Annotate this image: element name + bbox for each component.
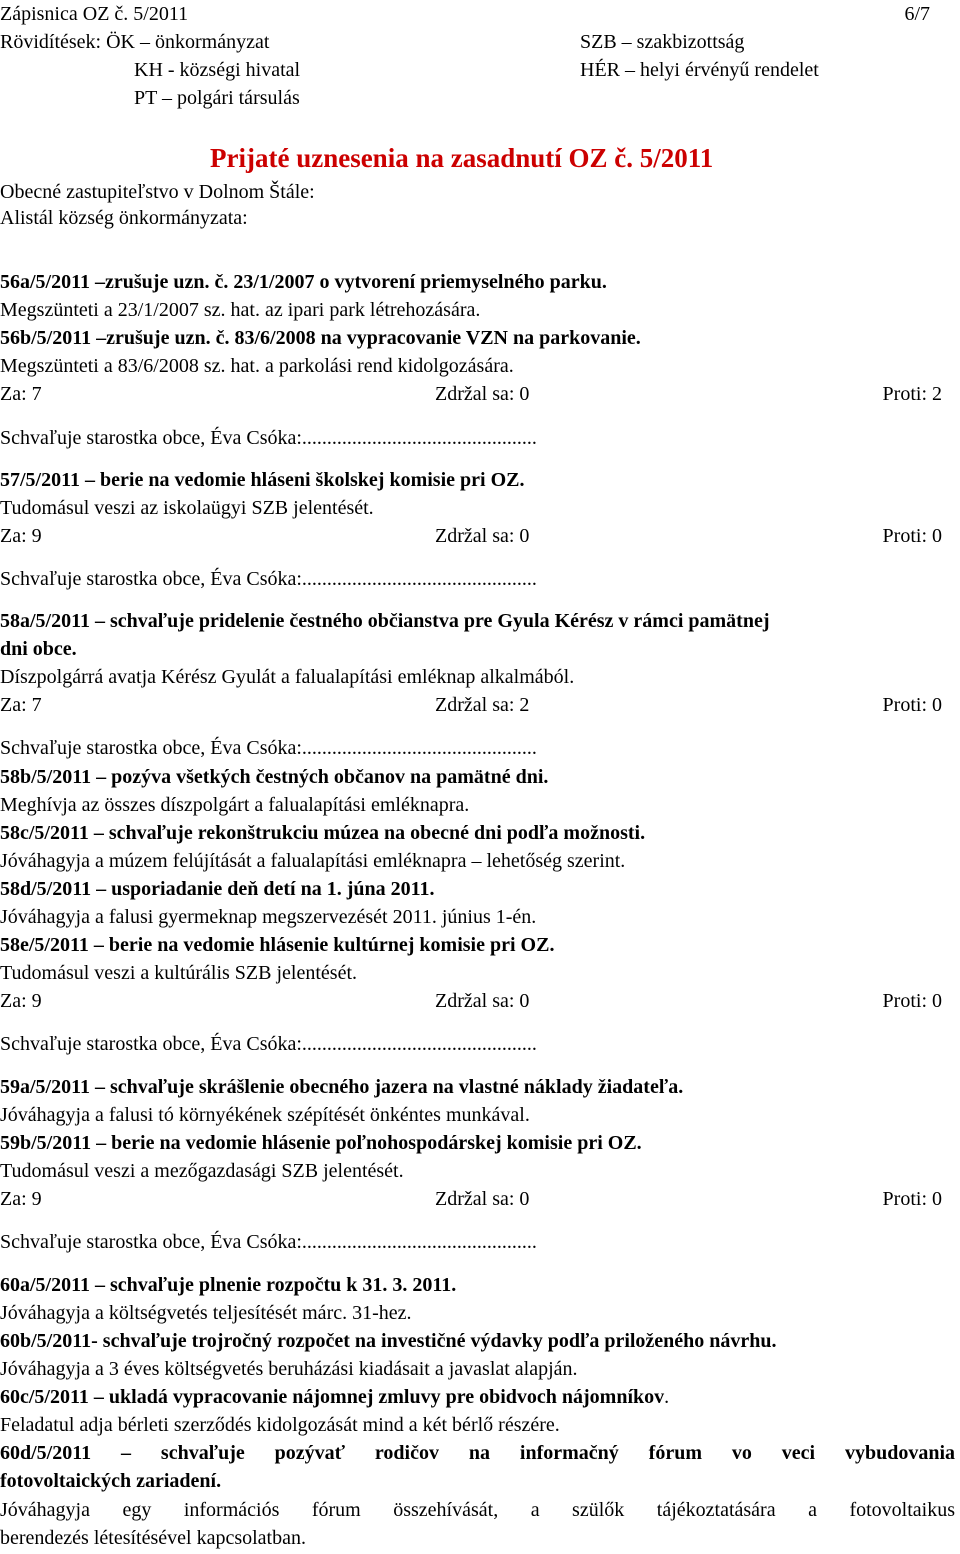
resolution-sk: 58b/5/2011 – pozýva všetkých čestných občanov na pamätné dni. <box>0 766 549 788</box>
vote-against: Proti: 2 <box>882 383 942 405</box>
resolution-sk-period: . <box>664 1386 670 1408</box>
mayor-approval: Schvaľuje starostka obce, Éva Csóka:............................................... <box>0 737 537 759</box>
vote-against: Proti: 0 <box>882 694 942 716</box>
mayor-approval: Schvaľuje starostka obce, Éva Csóka:............................................... <box>0 427 537 449</box>
resolution-sk: 58c/5/2011 – schvaľuje rekonštrukciu múzea na obecné dni podľa možnosti. <box>0 822 646 844</box>
vote-abstain: Zdržal sa: 2 <box>435 694 530 716</box>
resolution-sk: 58a/5/2011 – schvaľuje pridelenie čestného občianstva pre Gyula Kérész v rámci pamätnej <box>0 610 770 632</box>
resolution-hu: Feladatul adja bérleti szerződés kidolgozását mind a két bérlő részére. <box>0 1414 560 1436</box>
resolution-hu: Jóváhagyja a 3 éves költségvetés beruházási kiadásait a javaslat alapján. <box>0 1358 578 1380</box>
document-title: Zápisnica OZ č. 5/2011 <box>0 3 189 25</box>
abbreviation-line: HÉR – helyi érvényű rendelet <box>580 59 819 81</box>
vote-for: Za: 9 <box>0 1188 42 1210</box>
vote-for: Za: 9 <box>0 990 42 1012</box>
resolution-hu: Jóváhagyja a falusi tó környékének szépítését önkéntes munkával. <box>0 1104 530 1126</box>
resolution-sk: 56a/5/2011 –zrušuje uzn. č. 23/1/2007 o vytvorení priemyselného parku. <box>0 271 607 293</box>
vote-against: Proti: 0 <box>882 525 942 547</box>
resolution-hu: Jóváhagyja a költségvetés teljesítését márc. 31-hez. <box>0 1302 412 1324</box>
resolution-hu: Díszpolgárrá avatja Kérész Gyulát a falualapítási emléknap alkalmából. <box>0 666 575 688</box>
resolution-sk-cont: fotovoltaických zariadení. <box>0 1470 222 1492</box>
vote-abstain: Zdržal sa: 0 <box>435 383 530 405</box>
resolution-sk: 60c/5/2011 – ukladá vypracovanie nájomnej zmluvy pre obidvoch nájomníkov <box>0 1386 665 1408</box>
mayor-approval: Schvaľuje starostka obce, Éva Csóka:............................................... <box>0 568 537 590</box>
vote-abstain: Zdržal sa: 0 <box>435 990 530 1012</box>
vote-abstain: Zdržal sa: 0 <box>435 525 530 547</box>
resolution-sk-line <box>0 1385 669 1409</box>
resolution-sk: 58e/5/2011 – berie na vedomie hlásenie kultúrnej komisie pri OZ. <box>0 934 555 956</box>
vote-for: Za: 7 <box>0 694 42 716</box>
resolution-sk: 56b/5/2011 –zrušuje uzn. č. 83/6/2008 na vypracovanie VZN na parkovanie. <box>0 327 641 349</box>
resolution-sk: 60d/5/2011 – schvaľuje pozývať rodičov na informačný fórum vo veci vybudovania <box>0 1442 955 1464</box>
resolution-hu: Tudomásul veszi a kultúrális SZB jelentését. <box>0 962 358 984</box>
abbreviation-line: Rövidítések: ÖK – önkormányzat <box>0 31 270 53</box>
intro-line: Alistál község önkormányzata: <box>0 207 248 229</box>
abbreviation-line: SZB – szakbizottság <box>580 31 745 53</box>
resolution-hu: Tudomásul veszi a mezőgazdasági SZB jelentését. <box>0 1160 404 1182</box>
resolution-sk: 60a/5/2011 – schvaľuje plnenie rozpočtu k 31. 3. 2011. <box>0 1274 457 1296</box>
vote-for: Za: 9 <box>0 525 42 547</box>
resolution-hu: Megszünteti a 23/1/2007 sz. hat. az ipari park létrehozására. <box>0 299 481 321</box>
resolution-sk: 59a/5/2011 – schvaľuje skrášlenie obecného jazera na vlastné náklady žiadateľa. <box>0 1076 684 1098</box>
resolution-hu: Jóváhagyja a falusi gyermeknap megszervezését 2011. június 1-én. <box>0 906 537 928</box>
resolution-hu: Tudomásul veszi az iskolaügyi SZB jelentését. <box>0 497 374 519</box>
resolution-sk: 59b/5/2011 – berie na vedomie hlásenie poľnohospodárskej komisie pri OZ. <box>0 1132 642 1154</box>
resolution-hu: Megszünteti a 83/6/2008 sz. hat. a parkolási rend kidolgozására. <box>0 355 514 377</box>
resolution-hu: Jóváhagyja egy információs fórum összehívását, a szülők tájékoztatására a fotovoltaikus <box>0 1499 955 1521</box>
page-number: 6/7 <box>904 3 930 25</box>
resolution-sk: 60b/5/2011- schvaľuje trojročný rozpočet na investičné výdavky podľa priloženého návrhu. <box>0 1330 777 1352</box>
vote-against: Proti: 0 <box>882 990 942 1012</box>
page-title: Prijaté uznesenia na zasadnutí OZ č. 5/2011 <box>210 143 714 173</box>
intro-line: Obecné zastupiteľstvo v Dolnom Štále: <box>0 181 315 203</box>
resolution-sk-cont: dni obce. <box>0 638 77 660</box>
resolution-sk: 57/5/2011 – berie na vedomie hláseni školskej komisie pri OZ. <box>0 469 525 491</box>
vote-abstain: Zdržal sa: 0 <box>435 1188 530 1210</box>
resolution-hu: Meghívja az összes díszpolgárt a falualapítási emléknapra. <box>0 794 470 816</box>
abbreviation-line: PT – polgári társulás <box>134 87 300 109</box>
mayor-approval: Schvaľuje starostka obce, Éva Csóka:............................................... <box>0 1033 537 1055</box>
vote-against: Proti: 0 <box>882 1188 942 1210</box>
resolution-hu-cont: berendezés létesítésével kapcsolatban. <box>0 1527 306 1549</box>
vote-for: Za: 7 <box>0 383 42 405</box>
resolution-hu: Jóváhagyja a múzem felújítását a falualapítási emléknapra – lehetőség szerint. <box>0 850 626 872</box>
abbreviation-line: KH - községi hivatal <box>134 59 301 81</box>
mayor-approval: Schvaľuje starostka obce, Éva Csóka:............................................... <box>0 1231 537 1253</box>
resolution-sk: 58d/5/2011 – usporiadanie deň detí na 1. júna 2011. <box>0 878 435 900</box>
